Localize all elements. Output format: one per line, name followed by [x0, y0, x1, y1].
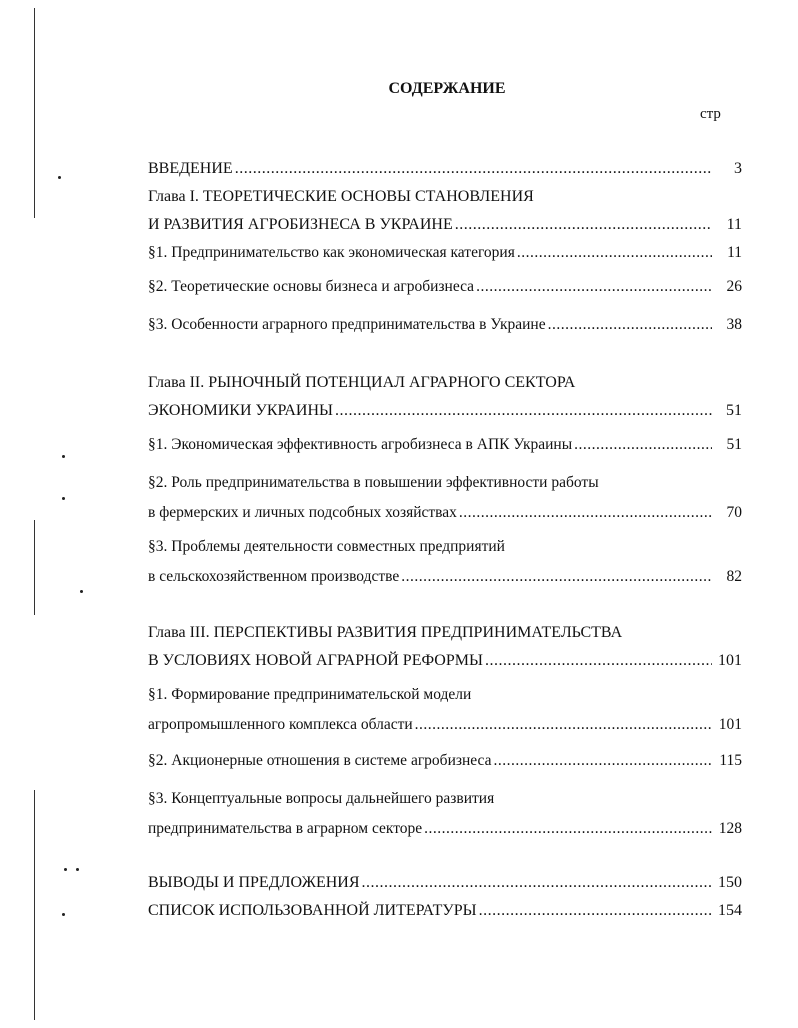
toc-entry-page: 38 — [726, 316, 742, 333]
toc-entry-page: 11 — [727, 244, 742, 261]
toc-entry — [148, 900, 742, 922]
toc-entry-text: И РАЗВИТИЯ АГРОБИЗНЕСА В УКРАИНЕ — [148, 216, 453, 233]
toc-entry — [148, 684, 742, 706]
scan-speck — [62, 455, 65, 458]
dot-leader — [485, 650, 712, 672]
toc-entry — [148, 566, 742, 588]
toc-entry-page: 154 — [718, 902, 742, 919]
toc-entry-text: §2. Теоретические основы бизнеса и агробизнеса — [148, 278, 475, 295]
scan-speck — [62, 497, 65, 500]
toc-entry-text: Глава I. ТЕОРЕТИЧЕСКИЕ ОСНОВЫ СТАНОВЛЕНИЯ — [148, 188, 534, 205]
dot-leader — [459, 502, 712, 524]
toc-entry-page: 3 — [734, 160, 742, 177]
toc-entry — [148, 472, 742, 494]
toc-entry — [148, 214, 742, 236]
dot-leader — [574, 434, 712, 456]
dot-leader — [476, 276, 712, 298]
toc-entry — [148, 536, 742, 558]
toc-entry-page: 101 — [718, 716, 742, 733]
toc-entry — [148, 650, 742, 672]
toc-entry-text: §1. Предпринимательство как экономическая категория — [148, 244, 515, 261]
toc-entry — [148, 788, 742, 810]
dot-leader — [424, 818, 712, 840]
scan-speck — [80, 590, 83, 593]
toc-entry-text: ЭКОНОМИКИ УКРАИНЫ — [148, 402, 333, 419]
toc-entry-page: 150 — [718, 874, 742, 891]
toc-entry — [148, 714, 742, 736]
toc-entry — [148, 276, 742, 298]
toc-entry-text: §2. Роль предпринимательства в повышении эффективности работы — [148, 474, 599, 491]
toc-entry — [148, 372, 742, 394]
toc-entry — [148, 750, 742, 772]
dot-leader — [335, 400, 712, 422]
toc-entry-page: 115 — [719, 752, 742, 769]
toc-entry-page: 82 — [726, 568, 742, 585]
toc-entry-page: 70 — [726, 504, 742, 521]
toc-entry — [148, 400, 742, 422]
toc-entry-page: 51 — [726, 436, 742, 453]
dot-leader — [455, 214, 712, 236]
scan-speck — [76, 868, 79, 871]
toc-entry-text: в фермерских и личных подсобных хозяйствах — [148, 504, 457, 521]
toc-entry-text: агропромышленного комплекса области — [148, 716, 413, 733]
dot-leader — [401, 566, 712, 588]
scan-margin-line — [34, 520, 35, 615]
toc-entry-text: в сельскохозяйственном производстве — [148, 568, 400, 585]
toc-entry-text: ВЫВОДЫ И ПРЕДЛОЖЕНИЯ — [148, 874, 360, 891]
toc-entry-text: §1. Формирование предпринимательской модели — [148, 686, 472, 703]
scan-margin-line — [34, 8, 35, 218]
toc-entry — [148, 158, 742, 180]
toc-entry-page: 128 — [718, 820, 742, 837]
toc-entry — [148, 818, 742, 840]
toc-entry-text: §1. Экономическая эффективность агробизнеса в АПК Украины — [148, 436, 573, 453]
dot-leader — [235, 158, 712, 180]
toc-entry-text: В УСЛОВИЯХ НОВОЙ АГРАРНОЙ РЕФОРМЫ — [148, 652, 483, 669]
toc-entry-page: 101 — [718, 652, 742, 669]
toc-entry-page: 11 — [726, 216, 742, 233]
toc-entry-text: §3. Проблемы деятельности совместных предприятий — [148, 538, 505, 555]
toc-entry-text: ВВЕДЕНИЕ — [148, 160, 233, 177]
dot-leader — [479, 900, 712, 922]
scan-speck — [58, 176, 61, 179]
toc-entry — [148, 242, 742, 264]
dot-leader — [415, 714, 712, 736]
toc-entry — [148, 186, 742, 208]
dot-leader — [494, 750, 713, 772]
toc-entry-page: 51 — [726, 402, 742, 419]
toc-entry — [148, 314, 742, 336]
scan-margin-line — [34, 790, 35, 1020]
toc-entry-text: Глава II. РЫНОЧНЫЙ ПОТЕНЦИАЛ АГРАРНОГО СЕКТОРА — [148, 374, 576, 391]
toc-entry-page: 26 — [726, 278, 742, 295]
toc-entry-text: Глава III. ПЕРСПЕКТИВЫ РАЗВИТИЯ ПРЕДПРИНИМАТЕЛЬСТВА — [148, 624, 623, 641]
toc-entry — [148, 622, 742, 644]
page-title: СОДЕРЖАНИЕ — [388, 80, 506, 97]
scan-speck — [64, 868, 67, 871]
dot-leader — [362, 872, 712, 894]
scan-speck — [62, 913, 65, 916]
page-column-label: стр — [700, 106, 721, 122]
dot-leader — [517, 242, 712, 264]
toc-entry — [148, 872, 742, 894]
toc-entry-text: §3. Особенности аграрного предпринимательства в Украине — [148, 316, 546, 333]
toc-entry-text: §3. Концептуальные вопросы дальнейшего развития — [148, 790, 495, 807]
toc-entry-text: §2. Акционерные отношения в системе агробизнеса — [148, 752, 492, 769]
toc-entry — [148, 502, 742, 524]
toc-entry-text: предпринимательства в аграрном секторе — [148, 820, 423, 837]
toc-entry-text: СПИСОК ИСПОЛЬЗОВАННОЙ ЛИТЕРАТУРЫ — [148, 902, 477, 919]
toc-entry — [148, 434, 742, 456]
dot-leader — [548, 314, 712, 336]
